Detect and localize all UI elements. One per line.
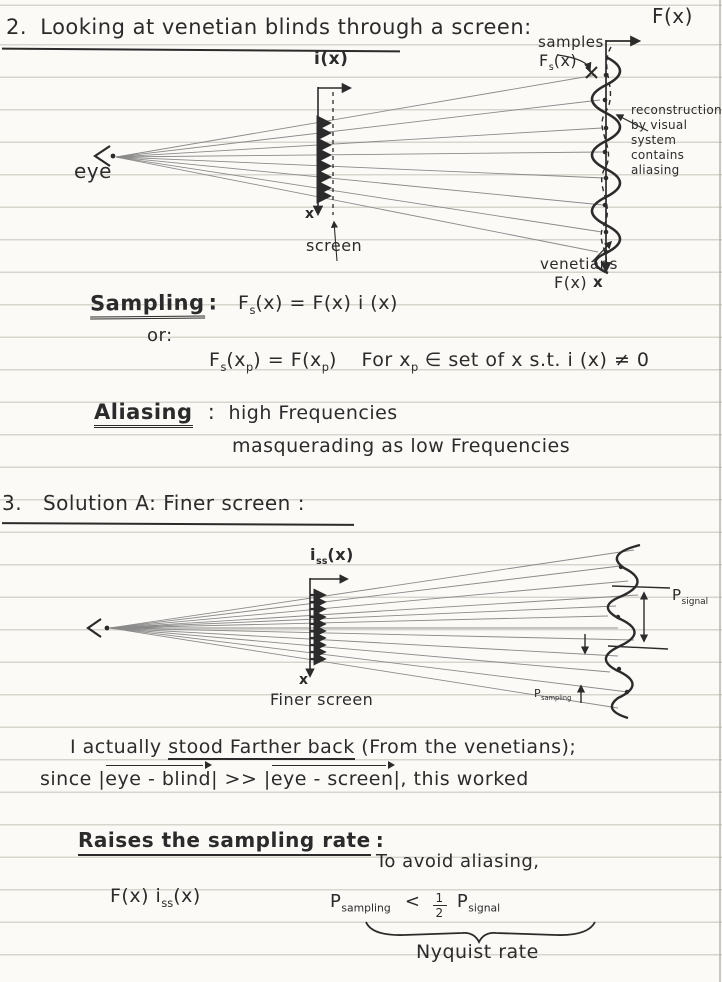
sampling-condition: For $x_p$ ∈ set of x s.t. i (x) ≠ 0 (361, 349, 650, 374)
d2-iss-label: $i_{ss}(x)$ (310, 545, 354, 568)
aliasing-heading: Aliasing (94, 400, 193, 428)
raises-formula: F(x) $i_{ss}(x)$ (110, 885, 201, 910)
note-line2: since |eye - blind| >> |eye - screen|, this worked (40, 768, 529, 790)
d1-screen-x-label: x (305, 206, 315, 222)
sampling-eq1: $F_s(x) = F(x)$ i (x) (238, 292, 398, 317)
nyquist-inequality: $P_{sampling}$ < $\frac{1}{2}$ $P_{signal}$ (330, 891, 501, 920)
one-half-fraction: $\frac{1}{2}$ (433, 892, 447, 919)
d2-rays (110, 550, 638, 708)
d2-psignal-label: $P_{signal}$ (672, 586, 709, 607)
aliasing-line1: Aliasing : high Frequencies (94, 400, 398, 424)
note-emphasis: stood Farther back (168, 736, 355, 758)
d1-fx-axis-label: F(x) (652, 4, 693, 28)
section-3-title (2, 491, 305, 515)
aliasing-def-line1: high Frequencies (228, 402, 398, 424)
d2-screen-x-label: x (299, 672, 309, 688)
d1-venetians-fn: F(x) (554, 273, 588, 292)
section-number: 2. (6, 15, 28, 39)
d1-reconstruction-note: reconstruction by visual system contains aliasing (631, 103, 722, 177)
d2-screen-label: Finer screen (270, 690, 374, 709)
d1-eye-label: eye (74, 159, 112, 183)
d2-screen-axis (310, 578, 347, 676)
section-number: 3. (2, 491, 23, 515)
d1-rays (116, 75, 604, 252)
nyquist-rate-label: Nyquist rate (416, 941, 539, 963)
aliasing-def-line2: masquerading as low Frequencies (232, 435, 571, 457)
d1-axis-x-label: x (593, 273, 604, 291)
sampling-or: or: (147, 325, 173, 346)
d1-screen-impulses (318, 123, 329, 196)
raises-heading: Raises the sampling rate : (78, 828, 384, 852)
d1-venetians-label: venetians (540, 255, 618, 273)
avoid-aliasing-text: To avoid aliasing, (376, 851, 540, 872)
sampling-heading: Sampling : (90, 290, 218, 315)
d2-eye-icon (88, 619, 109, 637)
eye-blind-vector: eye - blind (105, 768, 212, 790)
d1-samples-fn: $F_s(x)$ (539, 51, 578, 74)
section-title-text: Solution A: Finer screen : (42, 491, 305, 515)
d2-signal-curve (606, 545, 640, 718)
sampling-eq2: $F_s(x_p) = F(x_p)$ For $x_p$ ∈ set of x s.t. i (x) ≠ 0 (209, 349, 650, 374)
note-line1: I actually stood Farther back (From the venetians); (70, 736, 577, 758)
d1-sample-x-mark (586, 67, 597, 78)
d1-ix-label: i(x) (314, 49, 349, 69)
d2-psampling-measure (581, 634, 585, 703)
eye-screen-vector: eye - screen (270, 768, 394, 790)
section-title-text: Looking at venetian blinds through a screen: (40, 15, 532, 39)
d1-screen-label: screen (306, 236, 363, 255)
d1-samples-label: samples (538, 33, 604, 51)
d2-psampling-label: $P_{sampling}$ (534, 687, 572, 703)
section-3-underline (2, 522, 354, 526)
d2-screen-impulses (310, 595, 324, 659)
